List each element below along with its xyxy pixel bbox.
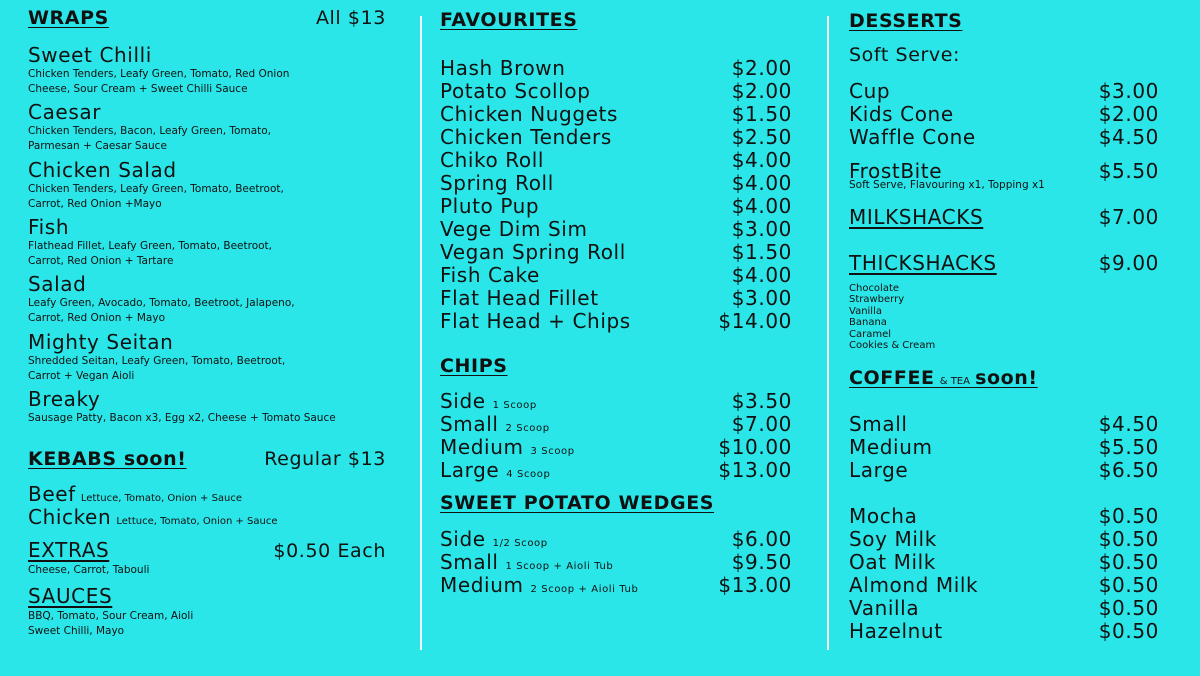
wrap-desc: Chicken Tenders, Bacon, Leafy Green, Tomato, Parmesan + Caesar Sauce (28, 125, 272, 152)
menu-item: Vanilla $0.50 (849, 596, 1159, 620)
frostbite-row: FrostBite $5.50 (849, 159, 1159, 183)
coffee-title: COFFEE & TEA soon! (849, 367, 1038, 389)
menu-item: Large $6.50 (849, 458, 1159, 482)
menu-item: Medium 3 Scoop $10.00 (440, 435, 792, 459)
wraps-price: All $13 (315, 7, 386, 29)
wrap-desc: Sausage Patty, Bacon x3, Egg x2, Cheese + Tomato Sauce (28, 412, 336, 424)
kebabs-title: KEBABS soon! (28, 448, 187, 470)
wrap-name: Caesar (28, 100, 102, 124)
menu-item: Spring Roll $4.00 (440, 171, 792, 195)
wrap-name: Salad (28, 272, 87, 296)
wraps-title: WRAPS (28, 7, 109, 29)
menu-item: Small 2 Scoop $7.00 (440, 412, 792, 436)
menu-item: Kids Cone $2.00 (849, 102, 1159, 126)
milkshacks-price: $7.00 (1098, 205, 1159, 229)
wraps-header (28, 7, 386, 29)
kebabs-header (28, 448, 386, 470)
menu-item: Small 1 Scoop + Aioli Tub $9.50 (440, 550, 792, 574)
menu-item: Cup $3.00 (849, 79, 1159, 103)
thickshacks-flavours: Chocolate Strawberry Vanilla Banana Caramel Cookies & Cream (849, 283, 936, 352)
chips-title: CHIPS (440, 355, 508, 377)
soft-serve-subtitle: Soft Serve: (849, 44, 961, 66)
menu-item: Flat Head Fillet $3.00 (440, 286, 792, 310)
kebab-item: Beef Lettuce, Tomato, Onion + Sauce (28, 482, 243, 506)
menu-item: Flat Head + Chips $14.00 (440, 309, 792, 333)
menu-item: Oat Milk $0.50 (849, 550, 1159, 574)
menu-item: Medium $5.50 (849, 435, 1159, 459)
sauces-desc: BBQ, Tomato, Sour Cream, Aioli Sweet Chilli, Mayo (28, 610, 194, 637)
chips-list (440, 389, 792, 481)
wrap-name: Breaky (28, 387, 101, 411)
wrap-name: Mighty Seitan (28, 330, 174, 354)
menu-item: Chicken Nuggets $1.50 (440, 102, 792, 126)
wrap-desc: Flathead Fillet, Leafy Green, Tomato, Beetroot, Carrot, Red Onion + Tartare (28, 240, 272, 267)
thickshacks-price: $9.00 (1098, 251, 1159, 275)
menu-item: Vege Dim Sim $3.00 (440, 217, 792, 241)
soft-serve-list (849, 79, 1159, 148)
menu-item: Vegan Spring Roll $1.50 (440, 240, 792, 264)
wrap-name: Sweet Chilli (28, 43, 152, 67)
kebabs-price: Regular $13 (264, 448, 386, 470)
menu-item: Medium 2 Scoop + Aioli Tub $13.00 (440, 573, 792, 597)
extras-title: EXTRAS (28, 538, 110, 562)
menu-item: Hazelnut $0.50 (849, 619, 1159, 643)
milkshacks-title: MILKSHACKS (849, 205, 984, 229)
milkshacks-row (849, 205, 1159, 229)
coffee-addon-list (849, 504, 1159, 642)
menu-item: Mocha $0.50 (849, 504, 1159, 528)
menu-item: Hash Brown $2.00 (440, 56, 792, 80)
column-divider (827, 16, 829, 650)
extras-desc: Cheese, Carrot, Tabouli (28, 564, 150, 576)
menu-item: Large 4 Scoop $13.00 (440, 458, 792, 482)
menu-item: Side 1/2 Scoop $6.00 (440, 527, 792, 551)
thickshacks-title: THICKSHACKS (849, 251, 997, 275)
menu-item: Chiko Roll $4.00 (440, 148, 792, 172)
menu-item: Side 1 Scoop $3.50 (440, 389, 792, 413)
wrap-desc: Leafy Green, Avocado, Tomato, Beetroot, Jalapeno, Carrot, Red Onion + Mayo (28, 297, 295, 324)
wrap-desc: Chicken Tenders, Leafy Green, Tomato, Beetroot, Carrot, Red Onion +Mayo (28, 183, 284, 210)
wrap-desc: Shredded Seitan, Leafy Green, Tomato, Beetroot, Carrot + Vegan Aioli (28, 355, 286, 382)
menu-item: Almond Milk $0.50 (849, 573, 1159, 597)
menu-item: Potato Scollop $2.00 (440, 79, 792, 103)
wrap-name: Chicken Salad (28, 158, 177, 182)
wedges-title: SWEET POTATO WEDGES (440, 492, 715, 514)
column-divider (420, 16, 422, 650)
extras-header (28, 538, 386, 562)
wedges-list (440, 527, 792, 596)
kebab-item: Chicken Lettuce, Tomato, Onion + Sauce (28, 505, 278, 529)
desserts-title: DESSERTS (849, 10, 963, 32)
extras-price: $0.50 Each (273, 540, 386, 562)
coffee-size-list (849, 412, 1159, 481)
favourites-title: FAVOURITES (440, 9, 578, 31)
wrap-name: Fish (28, 215, 70, 239)
wrap-desc: Chicken Tenders, Leafy Green, Tomato, Red Onion Cheese, Sour Cream + Sweet Chilli Sauce (28, 68, 290, 95)
sauces-title: SAUCES (28, 584, 113, 608)
menu-item: Pluto Pup $4.00 (440, 194, 792, 218)
frostbite-desc: Soft Serve, Flavouring x1, Topping x1 (849, 179, 1045, 191)
thickshacks-row (849, 251, 1159, 275)
menu-item: Chicken Tenders $2.50 (440, 125, 792, 149)
menu-item: Small $4.50 (849, 412, 1159, 436)
menu-item: Soy Milk $0.50 (849, 527, 1159, 551)
favourites-list (440, 56, 792, 332)
menu-item: Fish Cake $4.00 (440, 263, 792, 287)
menu-item: Waffle Cone $4.50 (849, 125, 1159, 149)
